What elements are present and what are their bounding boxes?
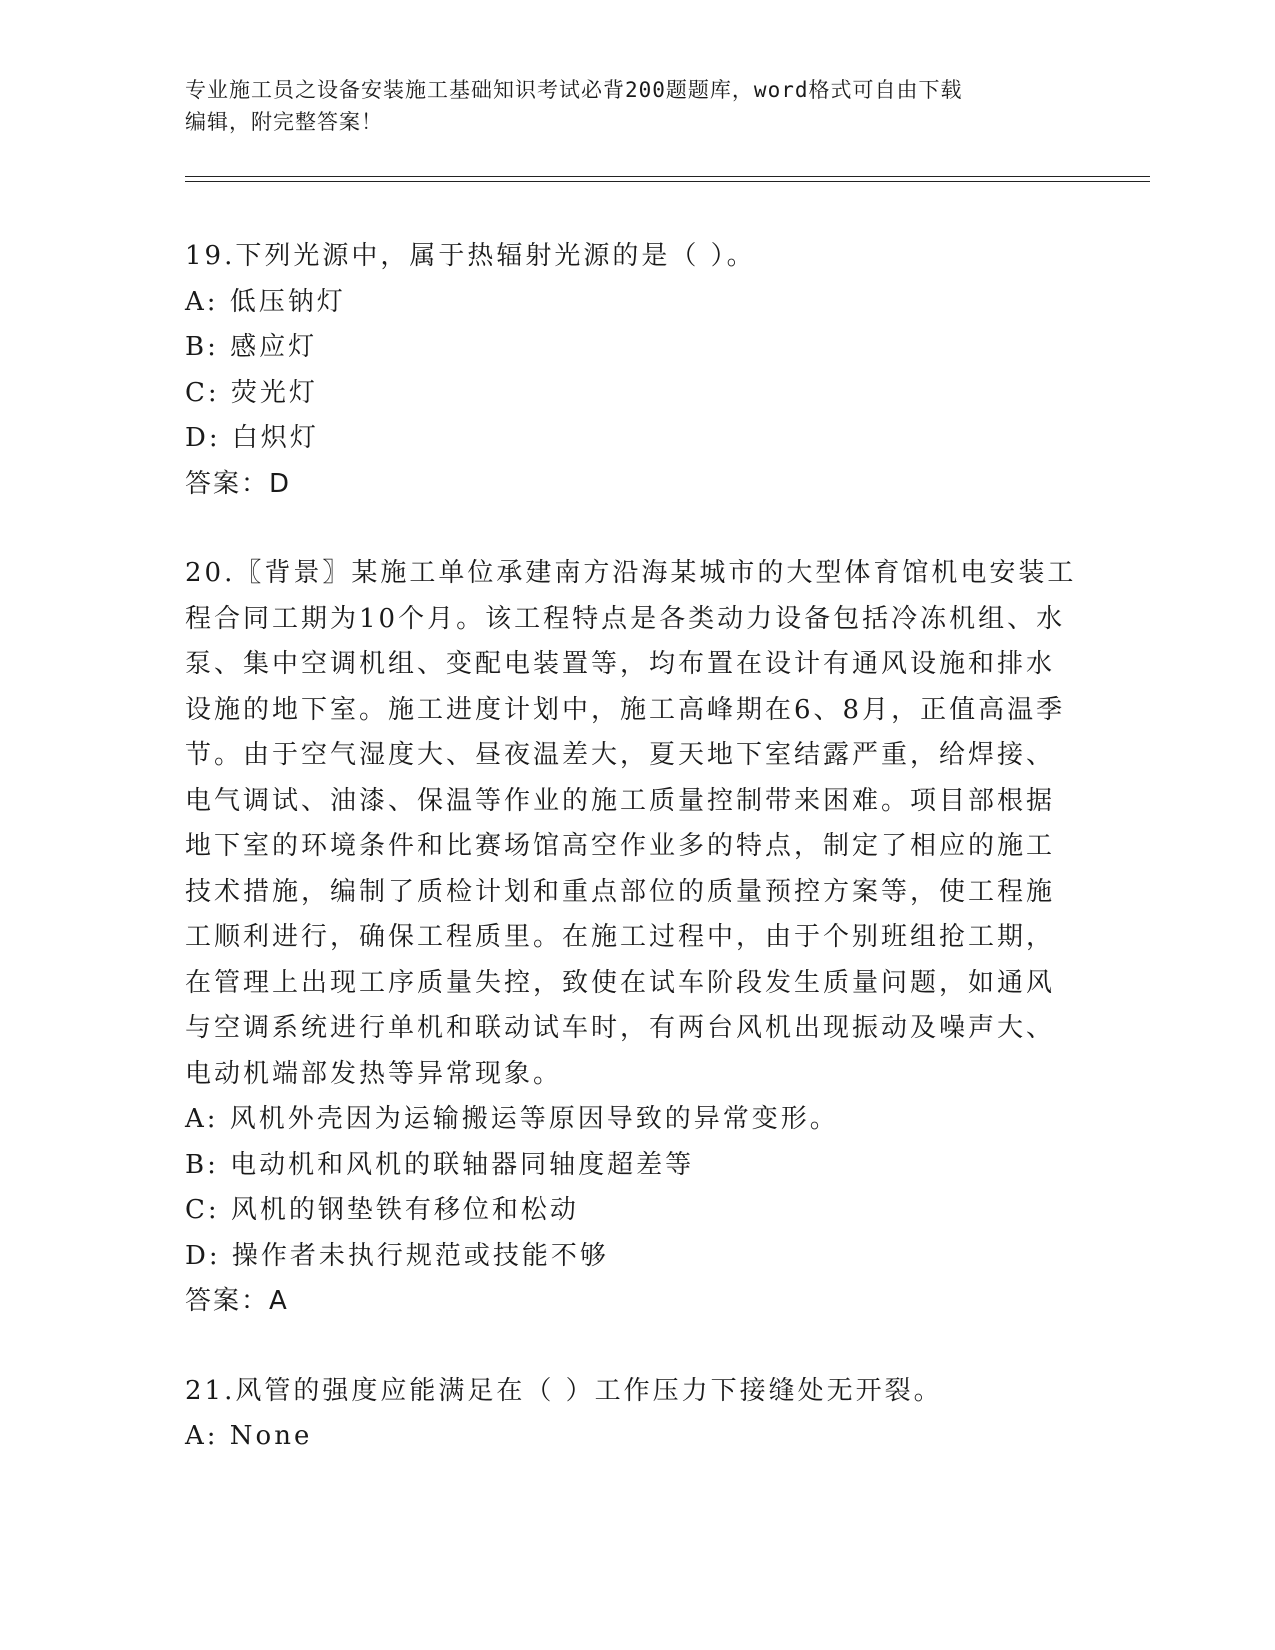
option-c: C: 荧光灯 — [185, 377, 318, 408]
answer-label: 答案：D — [185, 468, 292, 499]
question-21 — [185, 1369, 1085, 1460]
option-b: B: 感应灯 — [185, 332, 318, 362]
option-a: A: 风机外壳因为运输搬运等原因导致的异常变形。 — [185, 1104, 839, 1134]
question-19 — [185, 234, 1085, 507]
option-b: B: 电动机和风机的联轴器同轴度超差等 — [185, 1149, 695, 1180]
question-stem-line: 电动机端部发热等异常现象。 — [185, 1058, 563, 1089]
question-stem-line: 节。由于空气湿度大、昼夜温差大，夏天地下室结露严重，给焊接、 — [185, 740, 1056, 770]
question-stem-line: 在管理上出现工序质量失控，致使在试车阶段发生质量问题，如通风 — [185, 967, 1056, 998]
answer-label: 答案：A — [185, 1286, 289, 1316]
question-stem-line: 电气调试、油漆、保温等作业的施工质量控制带来困难。项目部根据 — [185, 785, 1056, 816]
option-d: D: 操作者未执行规范或技能不够 — [185, 1240, 609, 1271]
question-20 — [185, 551, 1085, 1325]
question-stem-line: 技术措施，编制了质检计划和重点部位的质量预控方案等，使工程施 — [185, 876, 1056, 907]
header-divider-top — [185, 176, 1150, 177]
question-stem-line: 设施的地下室。施工进度计划中，施工高峰期在6、8月，正值高温季 — [185, 694, 1066, 725]
question-stem-line: 泵、集中空调机组、变配电装置等，均布置在设计有通风设施和排水 — [185, 649, 1056, 679]
question-stem: 21.风管的强度应能满足在（ ）工作压力下接缝处无开裂。 — [185, 1375, 943, 1406]
option-a: A: 低压钠灯 — [185, 286, 346, 317]
header-title-line-2: 编辑，附完整答案！ — [185, 110, 383, 134]
question-stem-line: 程合同工期为10个月。该工程特点是各类动力设备包括冷冻机组、水 — [185, 603, 1066, 634]
question-stem: 19.下列光源中，属于热辐射光源的是（ ）。 — [185, 241, 756, 271]
question-stem-line: 与空调系统进行单机和联动试车时，有两台风机出现振动及噪声大、 — [185, 1013, 1056, 1043]
question-stem-line: 地下室的环境条件和比赛场馆高空作业多的特点，制定了相应的施工 — [185, 831, 1056, 861]
question-list — [185, 234, 1085, 1460]
document-header — [185, 74, 1065, 138]
option-a: A: None — [185, 1421, 313, 1451]
header-divider-bottom — [185, 181, 1150, 182]
option-c: C: 风机的钢垫铁有移位和松动 — [185, 1195, 579, 1225]
question-spacer — [185, 507, 1085, 551]
header-title-line-1: 专业施工员之设备安装施工基础知识考试必背200题题库，word格式可自由下载 — [185, 78, 963, 102]
question-stem-line: 工顺利进行，确保工程质里。在施工过程中，由于个别班组抢工期， — [185, 922, 1056, 952]
question-spacer — [185, 1325, 1085, 1369]
option-d: D: 白炽灯 — [185, 423, 319, 453]
question-stem-line: 20.〖背景〗某施工单位承建南方沿海某城市的大型体育馆机电安装工 — [185, 558, 1077, 588]
